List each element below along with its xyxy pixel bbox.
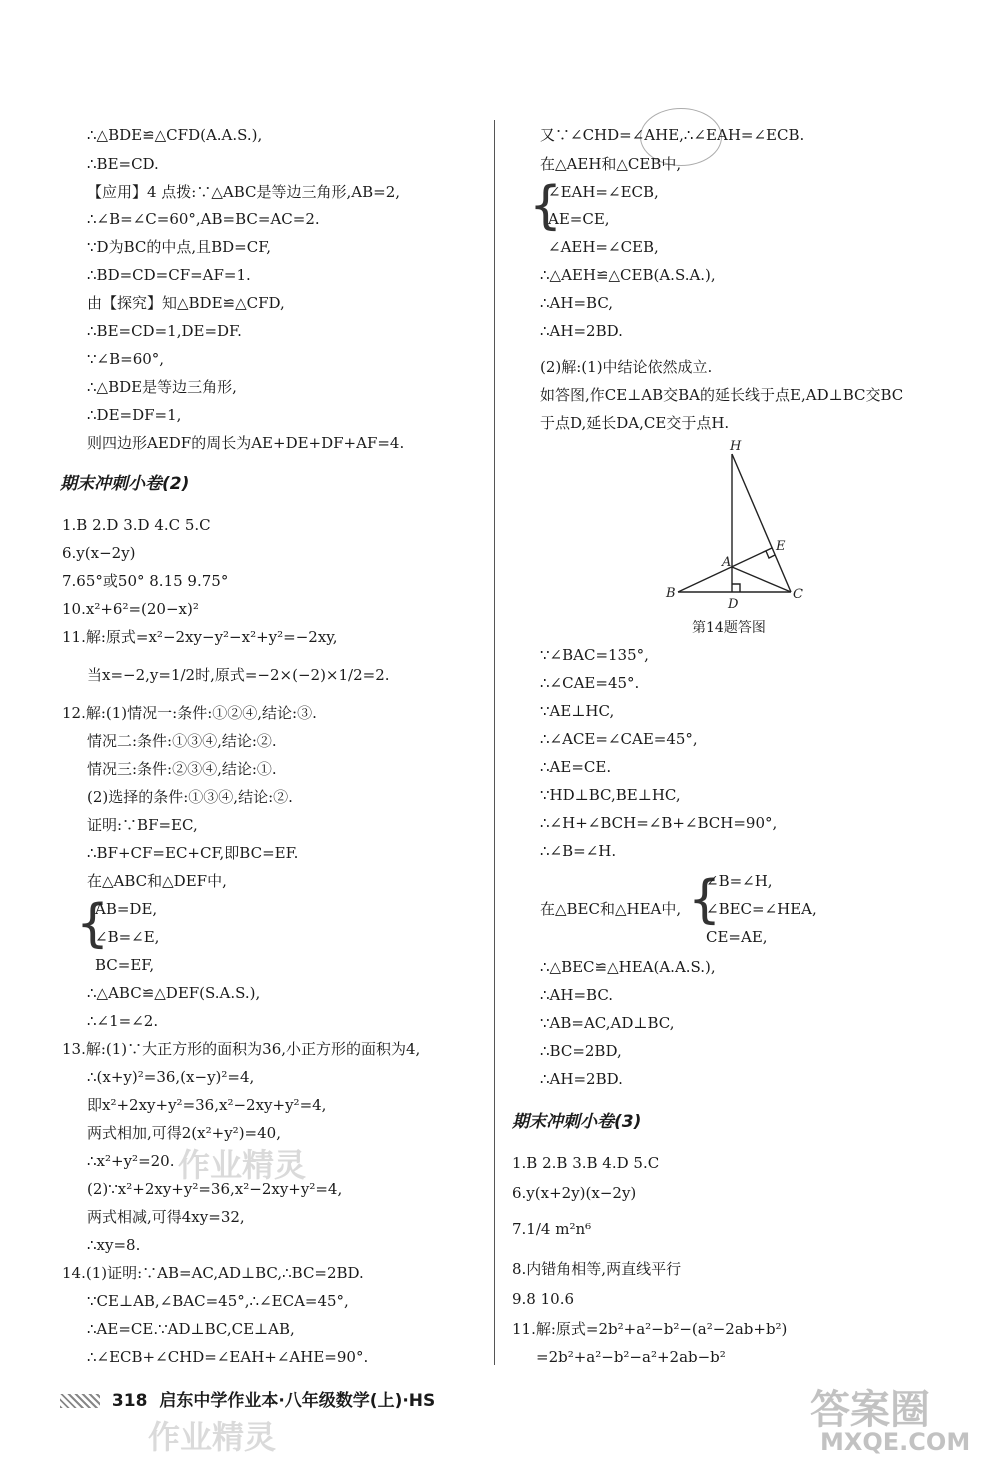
text-line: 8.内错角相等,两直线平行 [512, 1260, 682, 1278]
text-line: ∵∠BAC=135°, [540, 646, 649, 664]
text-line: ∴∠ACE=∠CAE=45°, [540, 730, 698, 748]
text-line: 情况二:条件:①③④,结论:②. [87, 732, 277, 750]
text-line: 7.65°或50° 8.15 9.75° [62, 572, 229, 590]
text-line: 12.解:(1)情况一:条件:①②④,结论:③. [62, 704, 317, 722]
text-line: ∵HD⊥BC,BE⊥HC, [540, 786, 681, 804]
section-title: 期末冲刺小卷(3) [512, 1112, 642, 1132]
text-line: ∴∠ECB+∠CHD=∠EAH+∠AHE=90°. [87, 1348, 369, 1366]
text-line: ∴DE=DF=1, [87, 406, 182, 424]
column-divider [494, 120, 495, 1365]
label-a: A [722, 555, 732, 570]
text-line: 如答图,作CE⊥AB交BA的延长线于点E,AD⊥BC交BC [540, 386, 904, 404]
text-line: ∠B=∠H, [706, 872, 773, 890]
text-line: 在△ABC和△DEF中, [87, 872, 227, 890]
footer-hatch-icon [60, 1394, 100, 1408]
text-line: ∴∠H+∠BCH=∠B+∠BCH=90°, [540, 814, 778, 832]
label-e: E [776, 539, 786, 554]
text-line: 【应用】4 点拨:∵△ABC是等边三角形,AB=2, [87, 183, 401, 201]
text-line: 情况三:条件:②③④,结论:①. [87, 760, 277, 778]
text-line: ∴BE=CD=1,DE=DF. [87, 322, 242, 340]
text-line: ∴(x+y)²=36,(x−y)²=4, [87, 1068, 255, 1086]
triangle-figure [660, 438, 810, 613]
text-line: (2)选择的条件:①③④,结论:②. [87, 788, 293, 806]
text-line: ∴∠1=∠2. [87, 1012, 159, 1030]
left-brace: { [529, 176, 563, 236]
text-line: 又∵∠CHD=∠AHE,∴∠EAH=∠ECB. [540, 126, 805, 144]
text-line: AB=DE, [95, 900, 158, 918]
text-line: CE=AE, [706, 928, 768, 946]
text-line: ∴∠B=∠H. [540, 842, 617, 860]
text-line: 6.y(x−2y) [62, 544, 136, 562]
text-line: BC=EF, [95, 956, 155, 974]
text-line: ∴AE=CE. [540, 758, 612, 776]
text-line: ∵AB=AC,AD⊥BC, [540, 1014, 675, 1032]
text-line: ∠BEC=∠HEA, [706, 900, 817, 918]
text-line: ∠EAH=∠ECB, [548, 183, 659, 201]
left-brace: { [76, 894, 110, 954]
text-line: 6.y(x+2y)(x−2y) [512, 1184, 637, 1202]
text-line: 则四边形AEDF的周长为AE+DE+DF+AF=4. [87, 434, 405, 452]
label-h: H [730, 439, 742, 454]
label-b: B [666, 586, 676, 601]
text-line: 在△AEH和△CEB中, [540, 155, 682, 173]
section-title: 期末冲刺小卷(2) [60, 474, 190, 494]
left-brace: { [688, 870, 722, 930]
text-line: ∴△BEC≌△HEA(A.A.S.), [540, 958, 716, 976]
text-line: 10.x²+6²=(20−x)² [62, 600, 199, 618]
text-line: 两式相减,可得4xy=32, [87, 1208, 245, 1226]
text-line: 13.解:(1)∵大正方形的面积为36,小正方形的面积为4, [62, 1040, 421, 1058]
text-line: ∴BE=CD. [87, 155, 159, 173]
text-line: 14.(1)证明:∵AB=AC,AD⊥BC,∴BC=2BD. [62, 1264, 364, 1282]
text-line: ∴AH=BC. [540, 986, 614, 1004]
text-line: ∴△AEH≌△CEB(A.S.A.), [540, 266, 716, 284]
text-line: ∴xy=8. [87, 1236, 141, 1254]
watermark-center: 作业精灵 [178, 1146, 307, 1184]
book-title: 启东中学作业本·八年级数学(上)·HS [159, 1391, 436, 1411]
text-line: ∠B=∠E, [95, 928, 160, 946]
text-line: ∵∠B=60°, [87, 350, 165, 368]
text-line: ∴∠B=∠C=60°,AB=BC=AC=2. [87, 210, 320, 228]
text-line: 7.1/4 m²n⁶ [512, 1220, 592, 1238]
page-number: 318 [111, 1391, 148, 1411]
text-line: ∴BF+CF=EC+CF,即BC=EF. [87, 844, 299, 862]
text-line: 11.解:原式=2b²+a²−b²−(a²−2ab+b²) [512, 1320, 788, 1338]
text-line: 当x=−2,y=1/2时,原式=−2×(−2)×1/2=2. [87, 666, 390, 684]
label-c: C [793, 587, 803, 602]
text-line: 由【探究】知△BDE≌△CFD, [87, 294, 285, 312]
text-line: ∵D为BC的中点,且BD=CF, [87, 238, 272, 256]
page-footer [60, 1390, 435, 1412]
text-line: 9.8 10.6 [512, 1290, 575, 1308]
text-line: ∵AE⊥HC, [540, 702, 615, 720]
right-angle-d [732, 584, 740, 592]
text-line: 1.B 2.B 3.B 4.D 5.C [512, 1154, 660, 1172]
watermark-bottom: 作业精灵 [148, 1418, 277, 1456]
text-line: ∴△BDE≌△CFD(A.A.S.), [87, 126, 263, 144]
text-line: (2)∵x²+2xy+y²=36,x²−2xy+y²=4, [87, 1180, 343, 1198]
text-line: ∴AH=BC, [540, 294, 614, 312]
text-line: 于点D,延长DA,CE交于点H. [540, 414, 730, 432]
text-line: AE=CE, [548, 210, 610, 228]
text-line: 两式相加,可得2(x²+y²)=40, [87, 1124, 281, 1142]
text-line: ∠AEH=∠CEB, [548, 238, 659, 256]
text-line: ∴BC=2BD, [540, 1042, 622, 1060]
text-line: 证明:∵BF=EC, [87, 816, 198, 834]
text-line: ∵CE⊥AB,∠BAC=45°,∴∠ECA=45°, [87, 1292, 349, 1310]
text-line: 1.B 2.D 3.D 4.C 5.C [62, 516, 211, 534]
text-line: 11.解:原式=x²−2xy−y²−x²+y²=−2xy, [62, 628, 338, 646]
text-line: ∴△BDE是等边三角形, [87, 378, 237, 396]
text-line: ∴AH=2BD. [540, 1070, 623, 1088]
text-line: ∴AE=CE.∵AD⊥BC,CE⊥AB, [87, 1320, 295, 1338]
watermark-logo: 答案圈 [810, 1387, 930, 1433]
label-d: D [728, 597, 739, 612]
text-line: ∴∠CAE=45°. [540, 674, 640, 692]
text-line: 即x²+2xy+y²=36,x²−2xy+y²=4, [87, 1096, 327, 1114]
text-line: ∴BD=CD=CF=AF=1. [87, 266, 251, 284]
text-line: =2b²+a²−b²−a²+2ab−b² [536, 1348, 726, 1366]
text-line: ∴x²+y²=20. [87, 1152, 175, 1170]
figure-caption: 第14题答图 [692, 620, 766, 636]
text-line: ∴△ABC≌△DEF(S.A.S.), [87, 984, 261, 1002]
text-line: (2)解:(1)中结论依然成立. [540, 358, 713, 376]
watermark-url: MXQE.COM [820, 1428, 971, 1456]
text-line: 在△BEC和△HEA中, [540, 900, 682, 918]
text-line: ∴AH=2BD. [540, 322, 623, 340]
